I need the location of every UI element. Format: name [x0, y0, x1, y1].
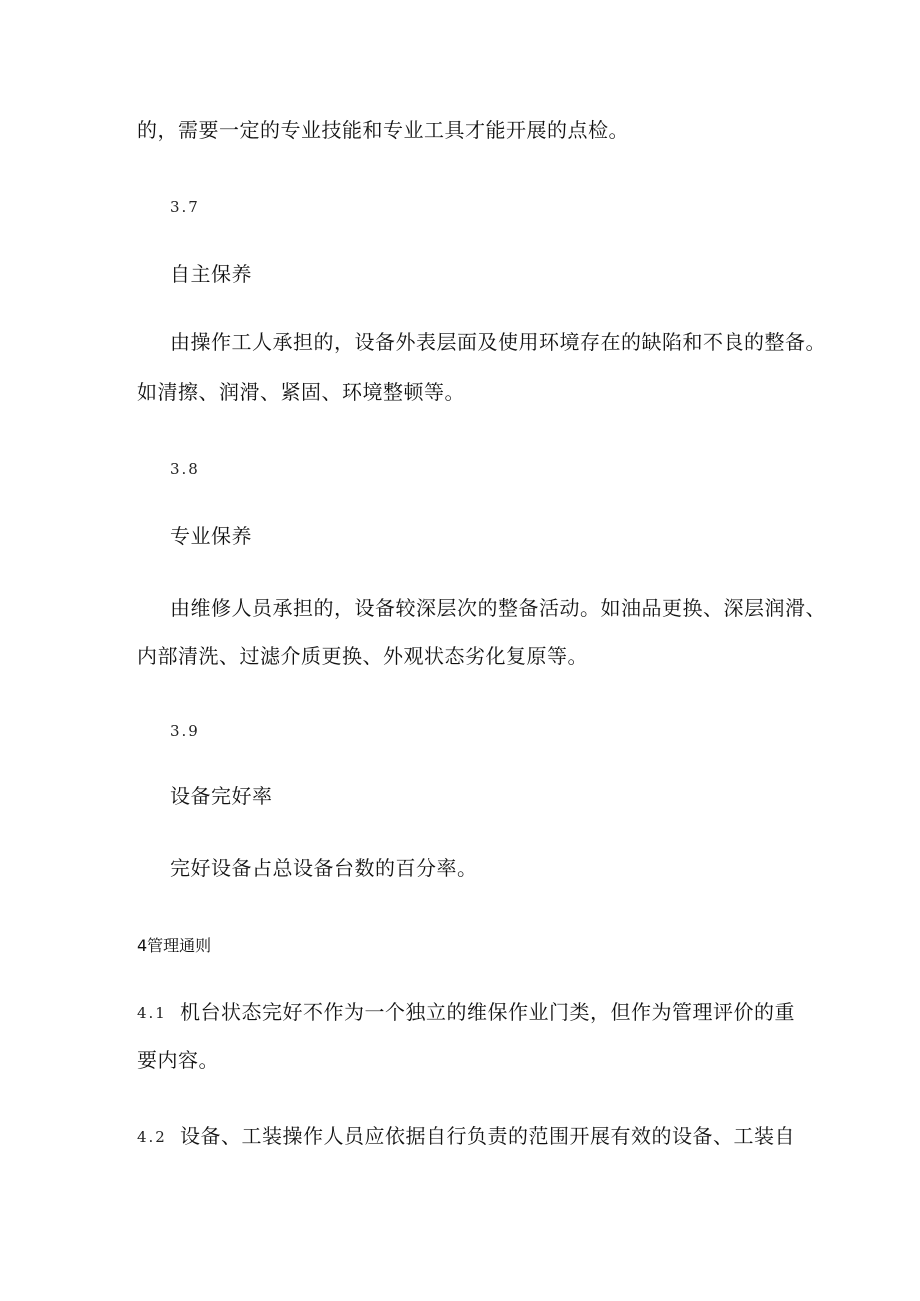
section-number-4-1: 4.1	[137, 1004, 167, 1022]
paragraph-line: 机台状态完好不作为一个独立的维保作业门类，但作为管理评价的重	[180, 1000, 795, 1024]
section-number-3-8: 3.8	[170, 460, 200, 478]
section-number-4-2: 4.2	[137, 1128, 167, 1146]
section-title-3-8: 专业保养	[170, 524, 252, 548]
section-title-3-7: 自主保养	[170, 262, 252, 286]
paragraph-line: 设备、工装操作人员应依据自行负责的范围开展有效的设备、工装自	[180, 1124, 795, 1148]
paragraph-line: 由操作工人承担的，设备外表层面及使用环境存在的缺陷和不良的整备。	[170, 330, 826, 354]
paragraph-line: 完好设备占总设备台数的百分率。	[170, 856, 478, 880]
chapter-heading-4: 4管理通则	[137, 936, 212, 955]
paragraph-line: 如清擦、润滑、紧固、环境整顿等。	[137, 380, 465, 404]
paragraph-line: 的，需要一定的专业技能和专业工具才能开展的点检。	[137, 118, 629, 142]
section-title-3-9: 设备完好率	[170, 784, 273, 808]
section-number-3-9: 3.9	[170, 722, 200, 740]
paragraph-line: 要内容。	[137, 1048, 219, 1072]
paragraph-line: 内部清洗、过滤介质更换、外观状态劣化复原等。	[137, 644, 588, 668]
paragraph-line: 由维修人员承担的，设备较深层次的整备活动。如油品更换、深层润滑、	[170, 596, 826, 620]
section-number-3-7: 3.7	[170, 198, 200, 216]
